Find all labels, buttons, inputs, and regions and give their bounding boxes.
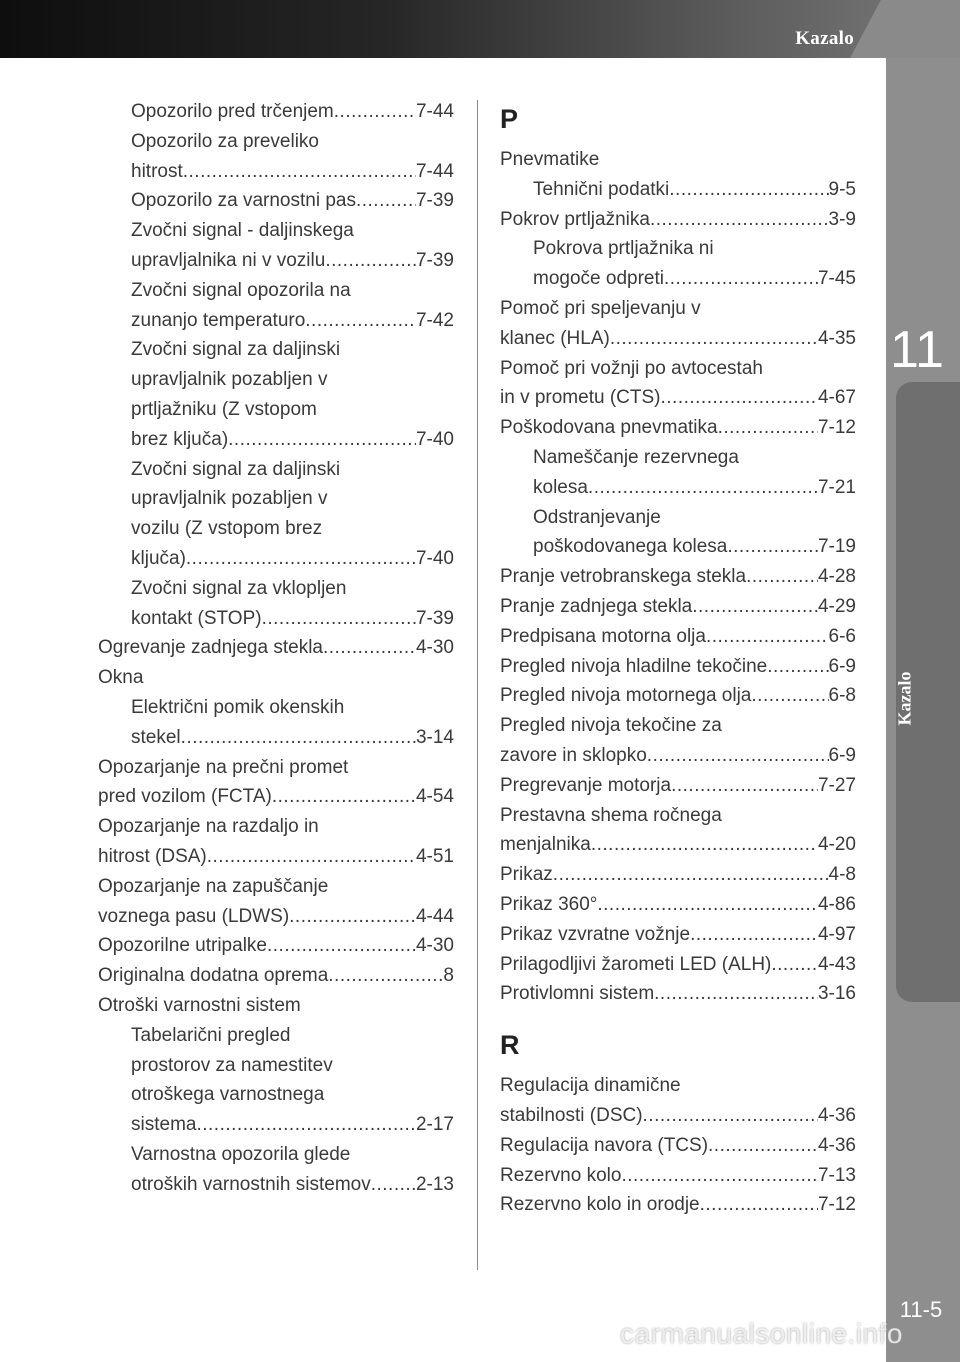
index-entry-text: vozilu (Z vstopom brez	[131, 518, 323, 540]
index-entry-text: Zvočni signal za vklopljen	[131, 577, 347, 599]
index-entry-text: otroških varnostnih sistemov	[131, 1173, 371, 1195]
index-entry	[98, 544, 454, 574]
index-entry	[500, 860, 856, 890]
index-entry	[500, 264, 856, 294]
index-entry	[98, 1051, 454, 1081]
index-entry	[98, 216, 454, 246]
dot-leader	[196, 1110, 416, 1140]
index-entry	[98, 127, 454, 157]
index-entry-text: Otroški varnostni sistem	[98, 994, 301, 1016]
index-entry-text: Tabelarični pregled	[131, 1024, 291, 1046]
index-entry	[500, 473, 856, 503]
index-entry-page[interactable]: 3-16	[817, 983, 856, 1005]
index-entry-page[interactable]: 3-14	[415, 726, 454, 748]
index-entry-text: Opozarjanje na prečni promet	[98, 756, 349, 778]
dot-leader	[718, 413, 818, 443]
dot-leader	[660, 383, 817, 413]
dot-leader	[228, 425, 416, 455]
index-entry	[500, 1190, 856, 1220]
index-entry-text: Pregrevanje motorja	[500, 774, 672, 796]
index-entry	[500, 145, 856, 175]
index-entry-text: zavore in sklopko	[500, 744, 647, 766]
dot-leader	[700, 1190, 818, 1220]
dot-leader	[207, 842, 416, 872]
dot-leader	[671, 771, 818, 801]
index-entry-page[interactable]: 7-45	[817, 268, 856, 290]
index-entry-text: Pranje zadnjega stekla	[500, 595, 693, 617]
index-entry-text: Prikaz vzvratne vožnje	[500, 923, 691, 945]
index-entry-page[interactable]: 7-21	[817, 476, 856, 498]
index-right-column	[500, 97, 856, 1220]
index-entry-text: Rezervno kolo	[500, 1164, 622, 1186]
index-entry-text: Prestavna shema ročnega	[500, 804, 722, 826]
index-entry-page[interactable]: 4-44	[415, 905, 454, 927]
index-entry	[98, 395, 454, 425]
index-entry-page[interactable]: 4-30	[415, 935, 454, 957]
dot-leader	[708, 1131, 818, 1161]
index-entry-page[interactable]: 7-19	[817, 536, 856, 558]
index-entry-text: Zvočni signal za daljinski	[131, 339, 341, 361]
index-entry-text: upravljalnika ni v vozilu	[131, 249, 326, 271]
index-entry-text: klanec (HLA)	[500, 327, 610, 349]
index-entry-text: Regulacija dinamične	[500, 1075, 681, 1097]
index-entry	[500, 562, 856, 592]
index-entry	[500, 383, 856, 413]
index-entry	[500, 503, 856, 533]
index-entry-text: Opozorilo za varnostni pas	[131, 190, 356, 212]
index-entry-page[interactable]: 4-29	[817, 595, 856, 617]
index-entry-text: menjalnika	[500, 834, 591, 856]
index-entry	[98, 604, 454, 634]
dot-leader	[262, 604, 416, 634]
index-entry	[98, 842, 454, 872]
dot-leader	[323, 633, 416, 663]
chapter-label: Kazalo	[894, 671, 915, 726]
dot-leader	[669, 175, 828, 205]
dot-leader	[334, 97, 416, 127]
section-letter: P	[500, 104, 519, 134]
index-entry-page[interactable]: 4-54	[415, 786, 454, 808]
index-entry	[500, 652, 856, 682]
index-entry-text: upravljalnik pozabljen v	[131, 488, 328, 510]
index-entry-page[interactable]: 4-86	[817, 893, 856, 915]
dot-leader	[597, 890, 818, 920]
index-entry	[98, 574, 454, 604]
index-entry	[500, 592, 856, 622]
index-entry-text: stekel	[131, 726, 181, 748]
dot-leader	[654, 979, 818, 1009]
index-entry-text: prostorov za namestitev	[131, 1054, 333, 1076]
index-entry-text: Pokrova prtljažnika ni	[533, 238, 714, 260]
index-entry-text: in v prometu (CTS)	[500, 387, 661, 409]
index-entry-text: Opozorilo pred trčenjem	[131, 101, 334, 122]
index-entry-page[interactable]: 4-36	[817, 1104, 856, 1126]
chapter-number: 11	[890, 321, 944, 379]
index-entry	[500, 1071, 856, 1101]
index-entry-text: sistema	[131, 1114, 197, 1136]
index-entry	[98, 931, 454, 961]
dot-leader	[706, 622, 829, 652]
index-entry-text: Okna	[98, 667, 144, 689]
dot-leader	[692, 592, 818, 622]
index-entry	[98, 633, 454, 663]
index-entry	[500, 175, 856, 205]
index-entry	[98, 693, 454, 723]
index-entry-text: Električni pomik okenskih	[131, 696, 345, 718]
index-entry-text: Rezervno kolo in orodje	[500, 1194, 700, 1216]
index-entry-page[interactable]: 7-44	[415, 160, 454, 182]
index-entry-text: Pnevmatike	[500, 149, 600, 170]
index-entry-page[interactable]: 6-9	[828, 655, 856, 677]
index-entry	[98, 812, 454, 842]
index-entry-text: mogoče odpreti	[533, 268, 664, 290]
section-letter: R	[500, 1030, 520, 1061]
index-entry	[98, 514, 454, 544]
index-entry	[98, 902, 454, 932]
dot-leader	[771, 950, 818, 980]
dot-leader	[647, 741, 829, 771]
index-entry	[98, 335, 454, 365]
index-entry	[500, 771, 856, 801]
index-entry-text: hitrost	[131, 160, 183, 182]
index-entry	[500, 890, 856, 920]
index-entry	[500, 354, 856, 384]
section-gap	[500, 1009, 856, 1023]
index-entry	[98, 991, 454, 1021]
index-entry	[98, 484, 454, 514]
dot-leader	[588, 473, 818, 503]
index-entry	[500, 234, 856, 264]
index-entry-text: Varnostna opozorila glede	[131, 1143, 351, 1165]
index-entry	[98, 961, 454, 991]
index-entry-page[interactable]: 7-40	[415, 547, 454, 569]
index-entry	[98, 97, 454, 127]
dot-leader	[325, 246, 416, 276]
index-entry	[500, 532, 856, 562]
index-entry-page[interactable]: 7-39	[415, 249, 454, 271]
watermark-text: carmanualsonline.info	[620, 1318, 903, 1349]
index-entry-page[interactable]: 4-36	[817, 1134, 856, 1156]
header-title: Kazalo	[795, 28, 854, 49]
index-entry-text: Pregled nivoja hladilne tekočine	[500, 655, 768, 677]
dot-leader	[267, 931, 416, 961]
index-entry-text: Predpisana motorna olja	[500, 625, 706, 647]
dot-leader	[553, 860, 829, 890]
index-entry-text: Opozorilne utripalke	[98, 935, 267, 957]
index-entry-page[interactable]: 4-35	[817, 327, 856, 349]
index-entry-page[interactable]: 6-9	[828, 744, 856, 766]
index-entry	[500, 1131, 856, 1161]
index-entry	[98, 1080, 454, 1110]
index-entry-text: Pranje vetrobranskega stekla	[500, 566, 747, 588]
index-entry	[500, 681, 856, 711]
index-entry-page[interactable]: 8	[443, 965, 454, 987]
index-entry	[98, 723, 454, 753]
index-entry-text: kolesa	[533, 476, 588, 498]
dot-leader	[690, 920, 818, 950]
column-divider	[477, 100, 478, 1270]
index-entry-text: brez ključa)	[131, 428, 229, 450]
index-entry	[500, 443, 856, 473]
index-entry-page[interactable]: 4-8	[828, 864, 856, 886]
index-entry	[500, 711, 856, 741]
index-entry-page[interactable]: 7-12	[817, 1194, 856, 1216]
index-entry-page[interactable]: 3-9	[828, 208, 856, 230]
index-entry-page[interactable]: 4-43	[817, 953, 856, 975]
index-entry	[98, 753, 454, 783]
index-entry-text: hitrost (DSA)	[98, 845, 207, 867]
dot-leader	[305, 306, 416, 336]
index-entry-text: poškodovanega kolesa	[533, 536, 728, 558]
index-entry-page[interactable]: 6-6	[828, 625, 856, 647]
index-entry-page[interactable]: 9-5	[828, 178, 856, 200]
index-entry-page[interactable]: 7-39	[415, 607, 454, 629]
index-entry-text: pred vozilom (FCTA)	[98, 786, 272, 808]
index-entry-page[interactable]: 7-39	[415, 190, 454, 212]
index-entry-page[interactable]: 4-97	[817, 923, 856, 945]
dot-leader	[328, 961, 443, 991]
dot-leader	[183, 157, 416, 187]
index-entry	[500, 324, 856, 354]
index-entry-text: stabilnosti (DSC)	[500, 1104, 643, 1126]
index-entry	[98, 1110, 454, 1140]
index-left-column	[98, 97, 454, 1199]
index-entry-text: Opozarjanje na zapuščanje	[98, 875, 329, 897]
dot-leader	[272, 782, 416, 812]
dot-leader	[186, 544, 416, 574]
index-entry-text: voznega pasu (LDWS)	[98, 905, 290, 927]
index-entry	[98, 306, 454, 336]
index-entry-text: Pokrov prtljažnika	[500, 208, 650, 230]
index-entry-text: Zvočni signal opozorila na	[131, 279, 351, 301]
dot-leader	[371, 1170, 416, 1200]
index-entry	[98, 1021, 454, 1051]
index-entry-text: Opozorilo za preveliko	[131, 130, 319, 152]
index-entry-text: Opozarjanje na razdaljo in	[98, 816, 319, 838]
index-entry-page[interactable]: 7-40	[415, 428, 454, 450]
index-entry-text: Poškodovana pnevmatika	[500, 417, 718, 439]
index-entry-page[interactable]: 4-51	[415, 845, 454, 867]
index-entry	[500, 741, 856, 771]
index-entry	[500, 801, 856, 831]
dot-leader	[751, 681, 828, 711]
index-entry-text: Originalna dodatna oprema	[98, 965, 329, 987]
dot-leader	[181, 723, 416, 753]
index-entry	[98, 663, 454, 693]
dot-leader	[664, 264, 818, 294]
index-entry-page[interactable]: 2-17	[415, 1114, 454, 1136]
index-entry	[98, 157, 454, 187]
dot-leader	[767, 652, 828, 682]
index-entry-text: Pregled nivoja motornega olja	[500, 685, 752, 707]
index-entry-text: Tehnični podatki	[533, 178, 670, 200]
index-entry-text: prtljažniku (Z vstopom	[131, 398, 317, 420]
index-entry	[500, 920, 856, 950]
dot-leader	[356, 186, 416, 216]
index-entry-text: zunanjo temperaturo	[131, 309, 306, 331]
index-entry-page[interactable]: 4-28	[817, 566, 856, 588]
index-entry-text: kontakt (STOP)	[131, 607, 262, 629]
index-entry-text: Ogrevanje zadnjega stekla	[98, 637, 323, 659]
index-entry-text: Zvočni signal - daljinskega	[131, 220, 354, 242]
dot-leader	[289, 902, 416, 932]
index-entry	[500, 294, 856, 324]
index-entry	[500, 413, 856, 443]
index-entry-page[interactable]: 7-27	[817, 774, 856, 796]
index-entry-text: Prilagodljivi žarometi LED (ALH)	[500, 953, 772, 975]
index-entry-page[interactable]: 2-13	[415, 1173, 454, 1195]
index-entry	[500, 622, 856, 652]
index-entry-text: Odstranjevanje	[533, 506, 661, 528]
index-entry-page[interactable]: 7-42	[415, 309, 454, 331]
dot-leader	[643, 1101, 818, 1131]
index-entry-text: Prikaz 360°	[500, 893, 598, 915]
index-entry-page[interactable]: 7-13	[817, 1164, 856, 1186]
index-entry	[500, 979, 856, 1009]
dot-leader	[746, 562, 818, 592]
index-entry-text: Prikaz	[500, 864, 553, 886]
index-entry-page[interactable]: 7-12	[817, 417, 856, 439]
index-entry	[98, 365, 454, 395]
index-entry	[98, 455, 454, 485]
dot-leader	[591, 830, 818, 860]
index-entry	[98, 1140, 454, 1170]
index-entry-page[interactable]: 7-44	[415, 101, 454, 122]
index-entry-text: Regulacija navora (TCS)	[500, 1134, 709, 1156]
index-entry-text: upravljalnik pozabljen v	[131, 369, 328, 391]
page-number: 11-5	[899, 1297, 943, 1322]
index-entry	[500, 830, 856, 860]
index-entry	[98, 872, 454, 902]
index-entry-page[interactable]: 4-67	[817, 387, 856, 409]
index-entry	[98, 425, 454, 455]
index-entry-page[interactable]: 4-20	[817, 834, 856, 856]
index-entry	[500, 1101, 856, 1131]
index-entry-text: Pomoč pri speljevanju v	[500, 297, 701, 319]
dot-leader	[621, 1161, 818, 1191]
index-entry	[98, 1170, 454, 1200]
index-entry	[98, 782, 454, 812]
index-entry-text: Nameščanje rezervnega	[533, 446, 739, 468]
index-entry	[500, 1161, 856, 1191]
index-entry	[500, 205, 856, 235]
index-entry-text: Protivlomni sistem	[500, 983, 655, 1005]
index-entry-page[interactable]: 4-30	[415, 637, 454, 659]
index-entry-page[interactable]: 6-8	[828, 685, 856, 707]
index-entry-text: Zvočni signal za daljinski	[131, 458, 341, 480]
dot-leader	[727, 532, 818, 562]
index-entry-text: Pomoč pri vožnji po avtocestah	[500, 357, 763, 379]
index-entry-text: ključa)	[131, 547, 186, 569]
index-entry	[98, 186, 454, 216]
index-entry	[98, 246, 454, 276]
dot-leader	[650, 205, 829, 235]
index-entry-text: Pregled nivoja tekočine za	[500, 715, 722, 737]
dot-leader	[610, 324, 818, 354]
index-entry	[500, 950, 856, 980]
index-entry-text: otroškega varnostnega	[131, 1084, 325, 1106]
index-entry	[98, 276, 454, 306]
